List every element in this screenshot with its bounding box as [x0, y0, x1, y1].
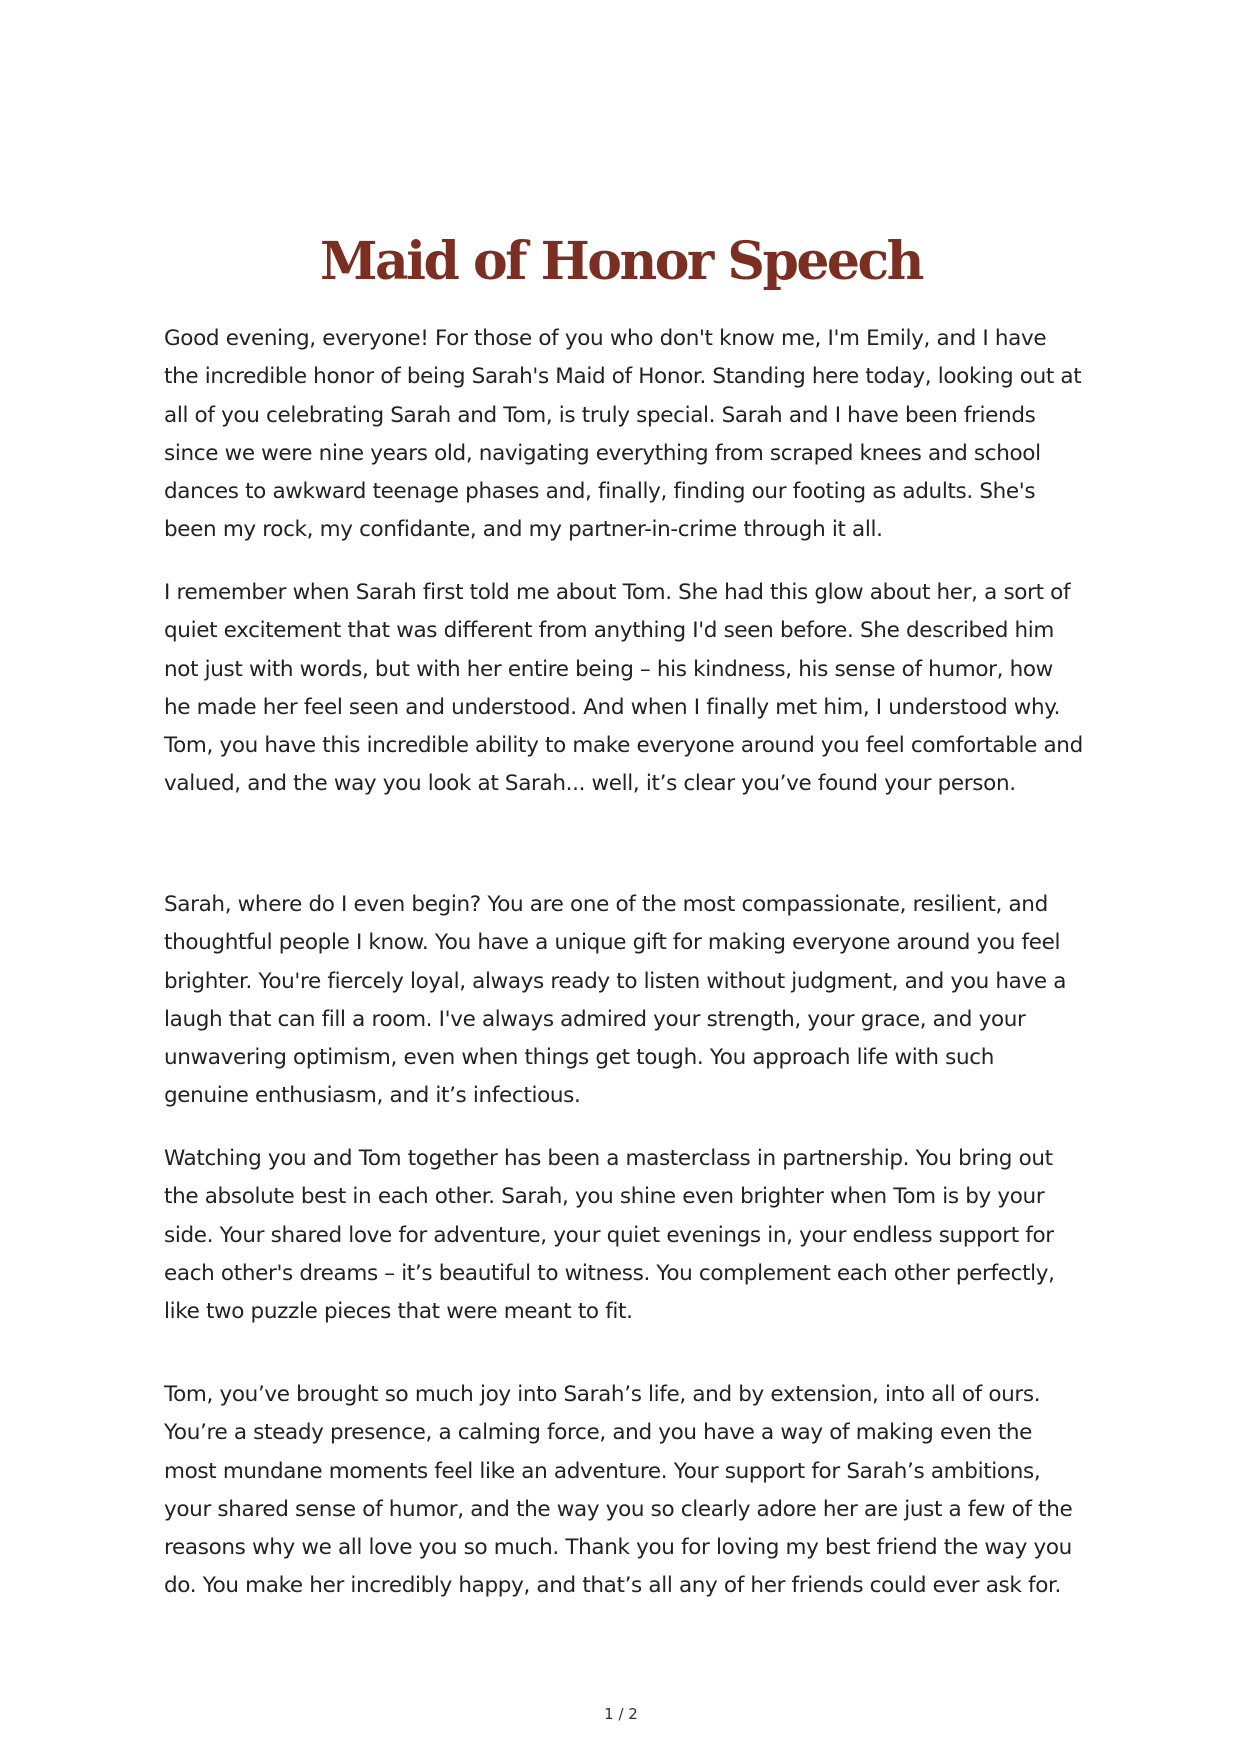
speech-paragraph-2: I remember when Sarah first told me about Tom. She had this glow about her, a sort of quiet excitement that was different from anything I'd seen before. She described him not just with words, but with her entire being – his kindness, his sense of humor, how he made her feel seen and understood. And when I finally met him, I understood why. Tom, you have this incredible ability to make everyone around you feel comfortable and valued, and the way you look at Sarah... well, it’s clear you’ve found your person.	[164, 580, 1083, 797]
page-title: Maid of Honor Speech	[320, 231, 922, 292]
speech-paragraph-4: Watching you and Tom together has been a masterclass in partnership. You bring out the absolute best in each other. Sarah, you shine even brighter when Tom is by your side. Your shared love for adventure, your quiet evenings in, your endless support for each other's dreams – it’s beautiful to witness. You complement each other perfectly, like two puzzle pieces that were meant to fit.	[164, 1146, 1055, 1325]
speech-paragraph-5: Tom, you’ve brought so much joy into Sarah’s life, and by extension, into all of ours. You’re a steady presence, a calming force, and you have a way of making even the most mundane moments feel like an adventure. Your support for Sarah’s ambitions, your shared sense of humor, and the way you so clearly adore her are just a few of the reasons why we all love you so much. Thank you for loving my best friend the way you do. You make her incredibly happy, and that’s all any of her friends could ever ask for.	[164, 1382, 1073, 1599]
speech-paragraph-3: Sarah, where do I even begin? You are one of the most compassionate, resilient, and thoughtful people I know. You have a unique gift for making everyone around you feel brighter. You're fiercely loyal, always ready to listen without judgment, and you have a laugh that can fill a room. I've always admired your strength, your grace, and your unwavering optimism, even when things get tough. You approach life with such genuine enthusiasm, and it’s infectious.	[164, 892, 1067, 1109]
speech-paragraph-1: Good evening, everyone! For those of you who don't know me, I'm Emily, and I have the incredible honor of being Sarah's Maid of Honor. Standing here today, looking out at all of you celebrating Sarah and Tom, is truly special. Sarah and I have been friends since we were nine years old, navigating everything from scraped knees and school dances to awkward teenage phases and, finally, finding our footing as adults. She's been my rock, my confidante, and my partner-in-crime through it all.	[164, 326, 1082, 543]
page-number: 1 / 2	[604, 1705, 638, 1723]
